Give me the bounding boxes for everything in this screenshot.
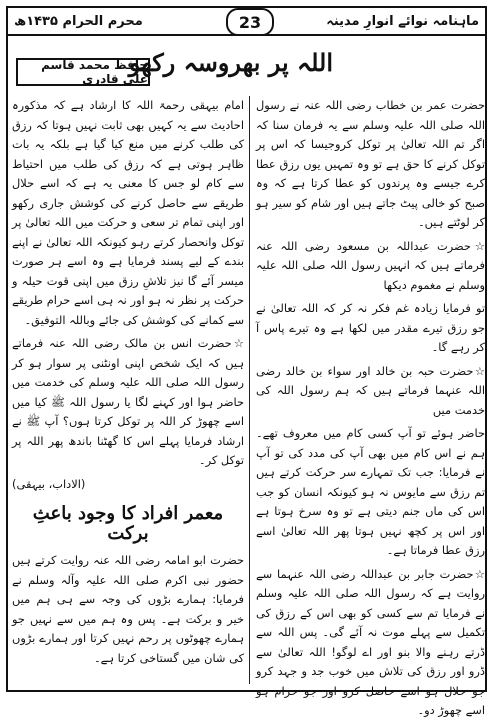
- paragraph: ☆حضرت عبداللہ بن مسعود رضی اللہ عنہ فرماتے ہیں کہ انہیں رسول اللہ صلی اللہ علیہ وسلم نے مغموم دیکھا: [256, 238, 485, 292]
- reference: (الاداب، بیہقی): [12, 476, 86, 491]
- title-bar: [12, 44, 483, 88]
- page-number: 23: [226, 8, 274, 36]
- paragraph: تو فرمایا زیادہ غم فکر نہ کر کہ اللہ تعالیٰ نے جو رزق تیرے مقدر میں لکھا ہے وہ تیرے پاس آ کر رہے گا۔: [256, 301, 485, 354]
- paragraph: حضرت ابو امامہ رضی اللہ عنہ روایت کرتے ہیں حضور نبی اکرم صلی اللہ علیہ وآلہ وسلم نے فرمایا: ہمارے بڑوں کی وجہ سے ہی ہم میں خیر و برکت ہے۔ پس وہ ہم میں سے نہیں جو ہمارے چھوٹوں پر رحم نہیں کرتا اور ہمارے بڑوں کی شان میں گستاخی کرتا ہے۔: [12, 553, 244, 665]
- paragraph: ☆حضرت جابر بن عبداللہ رضی اللہ عنہما سے روایت ہے کہ رسول اللہ صلی اللہ علیہ وسلم نے فرمایا تم سے کسی کو بھی اس کے رزق کی تکمیل سے پہلے موت نہ آئے گی۔ پس اللہ سے ڈرتے رہنے والا بنو اور اے لوگو! اللہ تعالیٰ سے ڈرو اور رزق کی تلاش میں خوب جد و جہد کرو جو حلال ہو اسے حاصل کرو اور جو حرام ہو اسے چھوڑ دو۔: [256, 566, 485, 717]
- column-divider: [249, 96, 250, 684]
- author-name: حافظ محمد قاسم علی قادری: [16, 58, 150, 86]
- issue-date: محرم الحرام ۱۴۳۵ھ: [14, 13, 143, 29]
- right-column: [256, 96, 485, 725]
- paragraph: ☆حضرت انس بن مالک رضی اللہ عنہ فرماتے ہیں کہ ایک شخص اپنی اونٹنی پر سوار ہو کر رسول اللہ صلی اللہ علیہ وسلم کی خدمت میں حاضر ہوا اور کہنے لگا یا رسول اللہ ﷺ کیا میں اسے چھوڑ کر اللہ پر توکل کرتا ہوں؟ آپ ﷺ نے ارشاد فرمایا پہلے اس کا گھٹنا باندھ پھر اللہ پر توکل کر۔: [12, 336, 244, 467]
- paragraph: حاضر ہوئے تو آپ کسی کام میں معروف تھے۔ ہم نے اس کام میں بھی آپ کی مدد کی تو آپ نے فرمایا: جب تک تمہارے سر حرکت کرتے ہیں تم رزق سے مایوس نہ ہو کیونکہ انسان کو جب اس کی ماں جنم دیتی ہے تو وہ سرخ ہوتا ہے اور اس پر کچھ نہیں ہوتا پھر اللہ تعالیٰ اسے رزق عطا فرماتا ہے۔: [256, 426, 485, 557]
- paragraph: ☆حضرت حبہ بن خالد اور سواء بن خالد رضی اللہ عنہما فرماتے ہیں کہ ہم رسول اللہ کی خدمت میں: [256, 363, 485, 417]
- section-heading: معمر افراد کا وجود باعثِ برکت: [32, 503, 224, 544]
- paragraph: امام بیہقی رحمۃ اللہ کا ارشاد ہے کہ مذکورہ احادیث سے یہ کہیں بھی ثابت نہیں ہوتا کہ رزق کی طلب کرنے میں منع کیا گیا ہے بلکہ یہ بات ظاہر ہوتی ہے کہ رزق کی طلب میں احتیاط سے کام لو جس کا معنی یہ ہے کہ اسے حلال طریقے سے حاصل کرنے کی کوشش جاری رکھو اور اپنی تمام تر سعی و حرکت میں اللہ تعالیٰ پر توکل وانحصار کرتے رہو کیونکہ اللہ تعالیٰ نے اپنے بندے کے لیے پسند فرمایا ہے وہ اسے ہر صورت میسر آئے گا نیز تلاشِ رزق میں اپنی قوت حیلہ و حرکت پر نظر نہ ہو اور نہ ہی اسے حرام طریقے سے کمانے کی کوشش کی جائے وباللہ التوفیق۔: [12, 98, 244, 327]
- article-title: اللہ پر بھروسہ رکھو: [128, 48, 333, 77]
- left-column: [12, 96, 244, 672]
- paragraph: حضرت عمر بن خطاب رضی اللہ عنہ نے رسول اللہ صلی اللہ علیہ وسلم سے یہ فرمان سنا کہ اگر تم اللہ تعالیٰ پر توکل کروجیسا کہ اس پر توکل کرنے کا حق ہے تو وہ تمہیں یوں رزق عطا کرے جیسے وہ پرندوں کو عطا کرتا ہے کہ وہ صبح کو خالی پیٹ جاتے ہیں اور شام کو سیر ہو کر لوٹتے ہیں۔: [256, 98, 485, 229]
- magazine-name: ماہنامہ نوائے انوارِ مدینہ: [326, 13, 479, 29]
